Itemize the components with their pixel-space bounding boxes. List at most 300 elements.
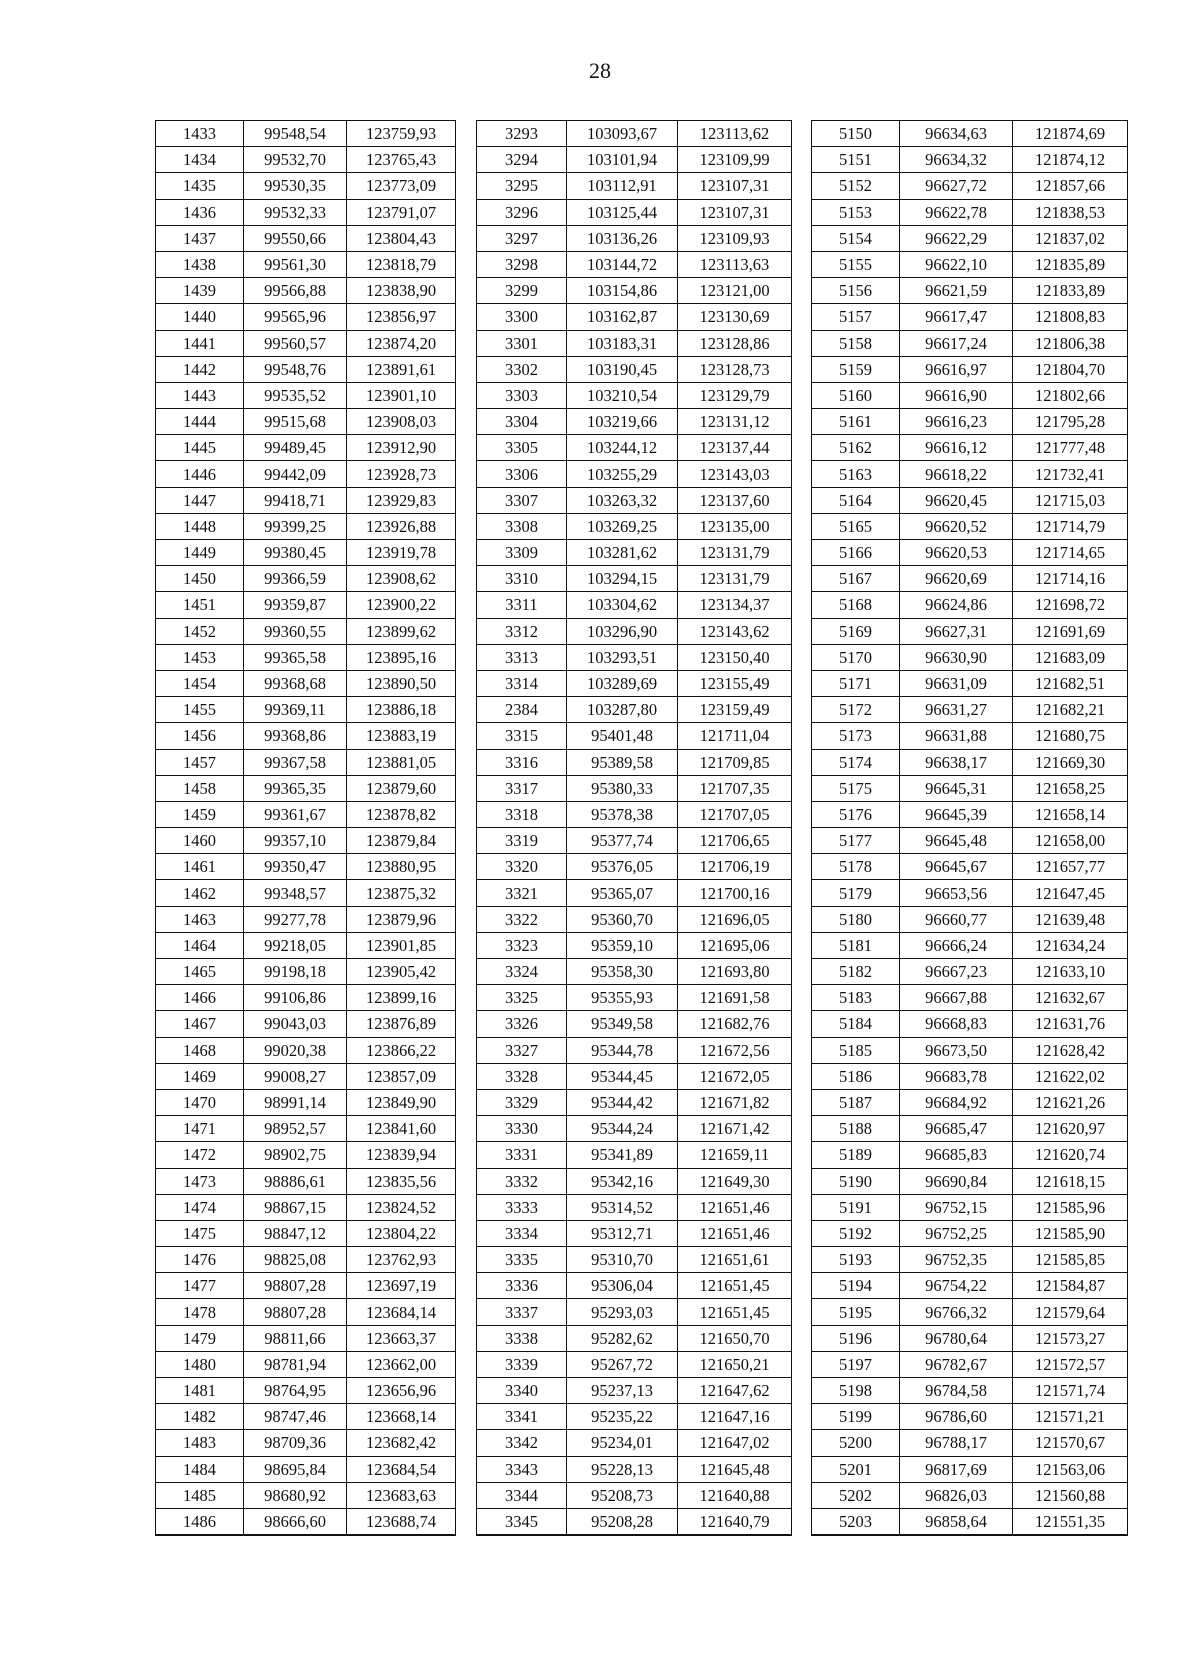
x-coordinate-cell: 96634,63 (900, 121, 1013, 147)
y-coordinate-cell: 123113,62 (678, 121, 792, 147)
table-row (477, 1194, 792, 1220)
table-row (156, 644, 456, 670)
point-number-cell: 5161 (812, 409, 900, 435)
x-coordinate-cell: 95314,52 (567, 1194, 678, 1220)
y-coordinate-cell: 123866,22 (347, 1037, 456, 1063)
table-row (812, 670, 1128, 696)
x-coordinate-cell: 95401,48 (567, 723, 678, 749)
table-row (156, 670, 456, 696)
table-row (812, 1194, 1128, 1220)
point-number-cell: 5152 (812, 173, 900, 199)
x-coordinate-cell: 96617,47 (900, 304, 1013, 330)
table-row (156, 1142, 456, 1168)
y-coordinate-cell: 121649,30 (678, 1168, 792, 1194)
point-number-cell: 3310 (477, 566, 567, 592)
y-coordinate-cell: 121651,45 (678, 1273, 792, 1299)
y-coordinate-cell: 123880,95 (347, 854, 456, 880)
y-coordinate-cell: 121714,16 (1013, 566, 1128, 592)
x-coordinate-cell: 96684,92 (900, 1089, 1013, 1115)
y-coordinate-cell: 123857,09 (347, 1063, 456, 1089)
x-coordinate-cell: 96634,32 (900, 147, 1013, 173)
x-coordinate-cell: 96620,69 (900, 566, 1013, 592)
point-number-cell: 3322 (477, 906, 567, 932)
table-row (812, 775, 1128, 801)
point-number-cell: 1473 (156, 1168, 244, 1194)
table-row (477, 854, 792, 880)
y-coordinate-cell: 121579,64 (1013, 1299, 1128, 1325)
y-coordinate-cell: 123131,12 (678, 409, 792, 435)
table-row (812, 199, 1128, 225)
y-coordinate-cell: 121777,48 (1013, 435, 1128, 461)
y-coordinate-cell: 121707,05 (678, 801, 792, 827)
y-coordinate-cell: 121806,38 (1013, 330, 1128, 356)
table-row (812, 592, 1128, 618)
point-number-cell: 5167 (812, 566, 900, 592)
table-row (477, 1116, 792, 1142)
point-number-cell: 5199 (812, 1404, 900, 1430)
table-row (477, 801, 792, 827)
table-row (156, 801, 456, 827)
point-number-cell: 5172 (812, 697, 900, 723)
y-coordinate-cell: 123759,93 (347, 121, 456, 147)
table-row (156, 409, 456, 435)
table-row (812, 1063, 1128, 1089)
point-number-cell: 1446 (156, 461, 244, 487)
point-number-cell: 1433 (156, 121, 244, 147)
x-coordinate-cell: 95341,89 (567, 1142, 678, 1168)
x-coordinate-cell: 99361,67 (244, 801, 347, 827)
table-row (812, 1220, 1128, 1246)
y-coordinate-cell: 123107,31 (678, 173, 792, 199)
y-coordinate-cell: 121691,58 (678, 985, 792, 1011)
table-row (477, 330, 792, 356)
y-coordinate-cell: 121571,21 (1013, 1404, 1128, 1430)
y-coordinate-cell: 121714,79 (1013, 513, 1128, 539)
y-coordinate-cell: 121709,85 (678, 749, 792, 775)
table-row (156, 749, 456, 775)
table-row (812, 618, 1128, 644)
x-coordinate-cell: 99561,30 (244, 251, 347, 277)
y-coordinate-cell: 123143,62 (678, 618, 792, 644)
y-coordinate-cell: 123131,79 (678, 566, 792, 592)
point-number-cell: 1481 (156, 1378, 244, 1404)
y-coordinate-cell: 121693,80 (678, 959, 792, 985)
x-coordinate-cell: 98825,08 (244, 1247, 347, 1273)
x-coordinate-cell: 98807,28 (244, 1273, 347, 1299)
point-number-cell: 5176 (812, 801, 900, 827)
y-coordinate-cell: 121659,11 (678, 1142, 792, 1168)
x-coordinate-cell: 98811,66 (244, 1325, 347, 1351)
point-number-cell: 5153 (812, 199, 900, 225)
y-coordinate-cell: 121645,48 (678, 1456, 792, 1482)
table-row (156, 1247, 456, 1273)
table-row (812, 278, 1128, 304)
table-row (156, 382, 456, 408)
y-coordinate-cell: 121669,30 (1013, 749, 1128, 775)
point-number-cell: 3313 (477, 644, 567, 670)
x-coordinate-cell: 96624,86 (900, 592, 1013, 618)
y-coordinate-cell: 123697,19 (347, 1273, 456, 1299)
table-row (812, 1273, 1128, 1299)
point-number-cell: 5163 (812, 461, 900, 487)
x-coordinate-cell: 96617,24 (900, 330, 1013, 356)
table-row (477, 985, 792, 1011)
table-row (477, 121, 792, 147)
y-coordinate-cell: 123908,03 (347, 409, 456, 435)
x-coordinate-cell: 99008,27 (244, 1063, 347, 1089)
y-coordinate-cell: 121682,21 (1013, 697, 1128, 723)
point-number-cell: 3325 (477, 985, 567, 1011)
point-number-cell: 1471 (156, 1116, 244, 1142)
point-number-cell: 5182 (812, 959, 900, 985)
table-row (156, 1456, 456, 1482)
table-row (477, 409, 792, 435)
point-number-cell: 3327 (477, 1037, 567, 1063)
x-coordinate-cell: 99368,68 (244, 670, 347, 696)
y-coordinate-cell: 121634,24 (1013, 932, 1128, 958)
y-coordinate-cell: 123135,00 (678, 513, 792, 539)
y-coordinate-cell: 123137,44 (678, 435, 792, 461)
y-coordinate-cell: 123899,62 (347, 618, 456, 644)
point-number-cell: 1449 (156, 540, 244, 566)
x-coordinate-cell: 99198,18 (244, 959, 347, 985)
x-coordinate-cell: 103144,72 (567, 251, 678, 277)
x-coordinate-cell: 103093,67 (567, 121, 678, 147)
y-coordinate-cell: 123890,50 (347, 670, 456, 696)
y-coordinate-cell: 121560,88 (1013, 1482, 1128, 1508)
x-coordinate-cell: 95282,62 (567, 1325, 678, 1351)
point-number-cell: 3318 (477, 801, 567, 827)
table-row (156, 147, 456, 173)
table-row (812, 1456, 1128, 1482)
point-number-cell: 1468 (156, 1037, 244, 1063)
point-number-cell: 5171 (812, 670, 900, 696)
y-coordinate-cell: 123662,00 (347, 1351, 456, 1377)
point-number-cell: 3343 (477, 1456, 567, 1482)
table-row (812, 749, 1128, 775)
table-row (156, 1404, 456, 1430)
point-number-cell: 1438 (156, 251, 244, 277)
table-row (477, 1273, 792, 1299)
x-coordinate-cell: 103183,31 (567, 330, 678, 356)
y-coordinate-cell: 121682,51 (1013, 670, 1128, 696)
point-number-cell: 3326 (477, 1011, 567, 1037)
table-row (812, 644, 1128, 670)
table-row (477, 932, 792, 958)
table-row (156, 121, 456, 147)
x-coordinate-cell: 103244,12 (567, 435, 678, 461)
x-coordinate-cell: 95267,72 (567, 1351, 678, 1377)
point-number-cell: 1469 (156, 1063, 244, 1089)
x-coordinate-cell: 96667,88 (900, 985, 1013, 1011)
y-coordinate-cell: 121658,14 (1013, 801, 1128, 827)
point-number-cell: 5178 (812, 854, 900, 880)
y-coordinate-cell: 121650,70 (678, 1325, 792, 1351)
point-number-cell: 1448 (156, 513, 244, 539)
table-row (812, 1089, 1128, 1115)
y-coordinate-cell: 121672,05 (678, 1063, 792, 1089)
x-coordinate-cell: 99380,45 (244, 540, 347, 566)
y-coordinate-cell: 121640,88 (678, 1482, 792, 1508)
table-row (812, 409, 1128, 435)
table-row (812, 1508, 1128, 1535)
x-coordinate-cell: 98847,12 (244, 1220, 347, 1246)
point-number-cell: 5202 (812, 1482, 900, 1508)
y-coordinate-cell: 123663,37 (347, 1325, 456, 1351)
y-coordinate-cell: 121700,16 (678, 880, 792, 906)
table-row (812, 985, 1128, 1011)
point-number-cell: 3345 (477, 1508, 567, 1535)
point-number-cell: 3314 (477, 670, 567, 696)
point-number-cell: 3335 (477, 1247, 567, 1273)
point-number-cell: 3328 (477, 1063, 567, 1089)
x-coordinate-cell: 99365,35 (244, 775, 347, 801)
x-coordinate-cell: 95293,03 (567, 1299, 678, 1325)
table-row (812, 1037, 1128, 1063)
point-number-cell: 3331 (477, 1142, 567, 1168)
x-coordinate-cell: 96620,45 (900, 487, 1013, 513)
point-number-cell: 3296 (477, 199, 567, 225)
point-number-cell: 5194 (812, 1273, 900, 1299)
table-row (156, 356, 456, 382)
y-coordinate-cell: 123875,32 (347, 880, 456, 906)
point-number-cell: 5156 (812, 278, 900, 304)
x-coordinate-cell: 99106,86 (244, 985, 347, 1011)
y-coordinate-cell: 121804,70 (1013, 356, 1128, 382)
y-coordinate-cell: 123901,85 (347, 932, 456, 958)
x-coordinate-cell: 103190,45 (567, 356, 678, 382)
table-row (812, 1404, 1128, 1430)
table-row (156, 540, 456, 566)
y-coordinate-cell: 123835,56 (347, 1168, 456, 1194)
y-coordinate-cell: 123684,54 (347, 1456, 456, 1482)
x-coordinate-cell: 98666,60 (244, 1508, 347, 1535)
x-coordinate-cell: 99368,86 (244, 723, 347, 749)
table-row (477, 1482, 792, 1508)
point-number-cell: 1444 (156, 409, 244, 435)
table-row (812, 1116, 1128, 1142)
x-coordinate-cell: 99418,71 (244, 487, 347, 513)
table-row (156, 828, 456, 854)
x-coordinate-cell: 99560,57 (244, 330, 347, 356)
point-number-cell: 1470 (156, 1089, 244, 1115)
table-row (156, 199, 456, 225)
table-row (156, 1482, 456, 1508)
y-coordinate-cell: 121706,65 (678, 828, 792, 854)
x-coordinate-cell: 96668,83 (900, 1011, 1013, 1037)
x-coordinate-cell: 96616,97 (900, 356, 1013, 382)
x-coordinate-cell: 95376,05 (567, 854, 678, 880)
table-row (477, 1351, 792, 1377)
table-row (477, 356, 792, 382)
y-coordinate-cell: 121620,97 (1013, 1116, 1128, 1142)
point-number-cell: 5190 (812, 1168, 900, 1194)
y-coordinate-cell: 123128,86 (678, 330, 792, 356)
point-number-cell: 5169 (812, 618, 900, 644)
y-coordinate-cell: 123107,31 (678, 199, 792, 225)
x-coordinate-cell: 96788,17 (900, 1430, 1013, 1456)
y-coordinate-cell: 123684,14 (347, 1299, 456, 1325)
table-row (812, 435, 1128, 461)
x-coordinate-cell: 96616,90 (900, 382, 1013, 408)
x-coordinate-cell: 96645,67 (900, 854, 1013, 880)
point-number-cell: 5185 (812, 1037, 900, 1063)
table-row (156, 1011, 456, 1037)
table-row (156, 697, 456, 723)
y-coordinate-cell: 121658,00 (1013, 828, 1128, 854)
y-coordinate-cell: 123143,03 (678, 461, 792, 487)
y-coordinate-cell: 123668,14 (347, 1404, 456, 1430)
table-row (156, 1273, 456, 1299)
table-row (477, 775, 792, 801)
x-coordinate-cell: 96683,78 (900, 1063, 1013, 1089)
point-number-cell: 5196 (812, 1325, 900, 1351)
y-coordinate-cell: 123682,42 (347, 1430, 456, 1456)
point-number-cell: 1483 (156, 1430, 244, 1456)
x-coordinate-cell: 96631,09 (900, 670, 1013, 696)
table-row (812, 540, 1128, 566)
table-row (156, 330, 456, 356)
x-coordinate-cell: 95235,22 (567, 1404, 678, 1430)
x-coordinate-cell: 96645,39 (900, 801, 1013, 827)
x-coordinate-cell: 96858,64 (900, 1508, 1013, 1535)
y-coordinate-cell: 121632,67 (1013, 985, 1128, 1011)
y-coordinate-cell: 121585,96 (1013, 1194, 1128, 1220)
x-coordinate-cell: 99489,45 (244, 435, 347, 461)
point-number-cell: 3295 (477, 173, 567, 199)
y-coordinate-cell: 121584,87 (1013, 1273, 1128, 1299)
point-number-cell: 5177 (812, 828, 900, 854)
point-number-cell: 5186 (812, 1063, 900, 1089)
y-coordinate-cell: 123886,18 (347, 697, 456, 723)
x-coordinate-cell: 96685,47 (900, 1116, 1013, 1142)
x-coordinate-cell: 99550,66 (244, 225, 347, 251)
table-row (812, 1011, 1128, 1037)
table-row (812, 801, 1128, 827)
point-number-cell: 3307 (477, 487, 567, 513)
x-coordinate-cell: 95389,58 (567, 749, 678, 775)
point-number-cell: 5175 (812, 775, 900, 801)
x-coordinate-cell: 99566,88 (244, 278, 347, 304)
table-row (812, 1247, 1128, 1273)
point-number-cell: 5198 (812, 1378, 900, 1404)
table-row (812, 723, 1128, 749)
point-number-cell: 1480 (156, 1351, 244, 1377)
coordinates-table-1 (155, 120, 456, 1536)
point-number-cell: 1440 (156, 304, 244, 330)
point-number-cell: 3309 (477, 540, 567, 566)
x-coordinate-cell: 98781,94 (244, 1351, 347, 1377)
x-coordinate-cell: 96631,27 (900, 697, 1013, 723)
y-coordinate-cell: 123839,94 (347, 1142, 456, 1168)
x-coordinate-cell: 96690,84 (900, 1168, 1013, 1194)
point-number-cell: 1453 (156, 644, 244, 670)
table-row (156, 723, 456, 749)
x-coordinate-cell: 95208,28 (567, 1508, 678, 1535)
table-row (477, 304, 792, 330)
y-coordinate-cell: 121874,69 (1013, 121, 1128, 147)
y-coordinate-cell: 121651,45 (678, 1299, 792, 1325)
point-number-cell: 1474 (156, 1194, 244, 1220)
table-row (477, 278, 792, 304)
point-number-cell: 3299 (477, 278, 567, 304)
x-coordinate-cell: 96752,15 (900, 1194, 1013, 1220)
table-row (812, 251, 1128, 277)
y-coordinate-cell: 121706,19 (678, 854, 792, 880)
point-number-cell: 5170 (812, 644, 900, 670)
table-row (812, 356, 1128, 382)
table-row (477, 670, 792, 696)
table-row (156, 304, 456, 330)
point-number-cell: 1435 (156, 173, 244, 199)
point-number-cell: 1461 (156, 854, 244, 880)
x-coordinate-cell: 98991,14 (244, 1089, 347, 1115)
x-coordinate-cell: 96630,90 (900, 644, 1013, 670)
point-number-cell: 5203 (812, 1508, 900, 1535)
y-coordinate-cell: 121622,02 (1013, 1063, 1128, 1089)
x-coordinate-cell: 96638,17 (900, 749, 1013, 775)
x-coordinate-cell: 98695,84 (244, 1456, 347, 1482)
table-row (477, 566, 792, 592)
x-coordinate-cell: 96627,72 (900, 173, 1013, 199)
y-coordinate-cell: 121570,67 (1013, 1430, 1128, 1456)
table-row (477, 1404, 792, 1430)
point-number-cell: 5166 (812, 540, 900, 566)
y-coordinate-cell: 123879,60 (347, 775, 456, 801)
table-row (477, 251, 792, 277)
y-coordinate-cell: 121671,42 (678, 1116, 792, 1142)
x-coordinate-cell: 98902,75 (244, 1142, 347, 1168)
page-number: 28 (589, 58, 611, 83)
table-row (812, 147, 1128, 173)
y-coordinate-cell: 121672,56 (678, 1037, 792, 1063)
y-coordinate-cell: 121695,06 (678, 932, 792, 958)
table-row (477, 1378, 792, 1404)
y-coordinate-cell: 121714,65 (1013, 540, 1128, 566)
point-number-cell: 5155 (812, 251, 900, 277)
x-coordinate-cell: 95234,01 (567, 1430, 678, 1456)
table-row (812, 513, 1128, 539)
y-coordinate-cell: 121795,28 (1013, 409, 1128, 435)
y-coordinate-cell: 121618,15 (1013, 1168, 1128, 1194)
point-number-cell: 1458 (156, 775, 244, 801)
x-coordinate-cell: 99218,05 (244, 932, 347, 958)
table-row (156, 775, 456, 801)
point-number-cell: 5174 (812, 749, 900, 775)
table-row (477, 225, 792, 251)
y-coordinate-cell: 123804,43 (347, 225, 456, 251)
x-coordinate-cell: 96780,64 (900, 1325, 1013, 1351)
y-coordinate-cell: 123113,63 (678, 251, 792, 277)
point-number-cell: 1459 (156, 801, 244, 827)
table-row (477, 644, 792, 670)
point-number-cell: 1436 (156, 199, 244, 225)
x-coordinate-cell: 96667,23 (900, 959, 1013, 985)
x-coordinate-cell: 98764,95 (244, 1378, 347, 1404)
table-row (812, 173, 1128, 199)
point-number-cell: 3336 (477, 1273, 567, 1299)
table-row (156, 1089, 456, 1115)
point-number-cell: 3333 (477, 1194, 567, 1220)
y-coordinate-cell: 123849,90 (347, 1089, 456, 1115)
y-coordinate-cell: 123762,93 (347, 1247, 456, 1273)
table-row (812, 487, 1128, 513)
x-coordinate-cell: 99399,25 (244, 513, 347, 539)
table-row (477, 540, 792, 566)
point-number-cell: 1482 (156, 1404, 244, 1430)
point-number-cell: 1486 (156, 1508, 244, 1535)
x-coordinate-cell: 99365,58 (244, 644, 347, 670)
